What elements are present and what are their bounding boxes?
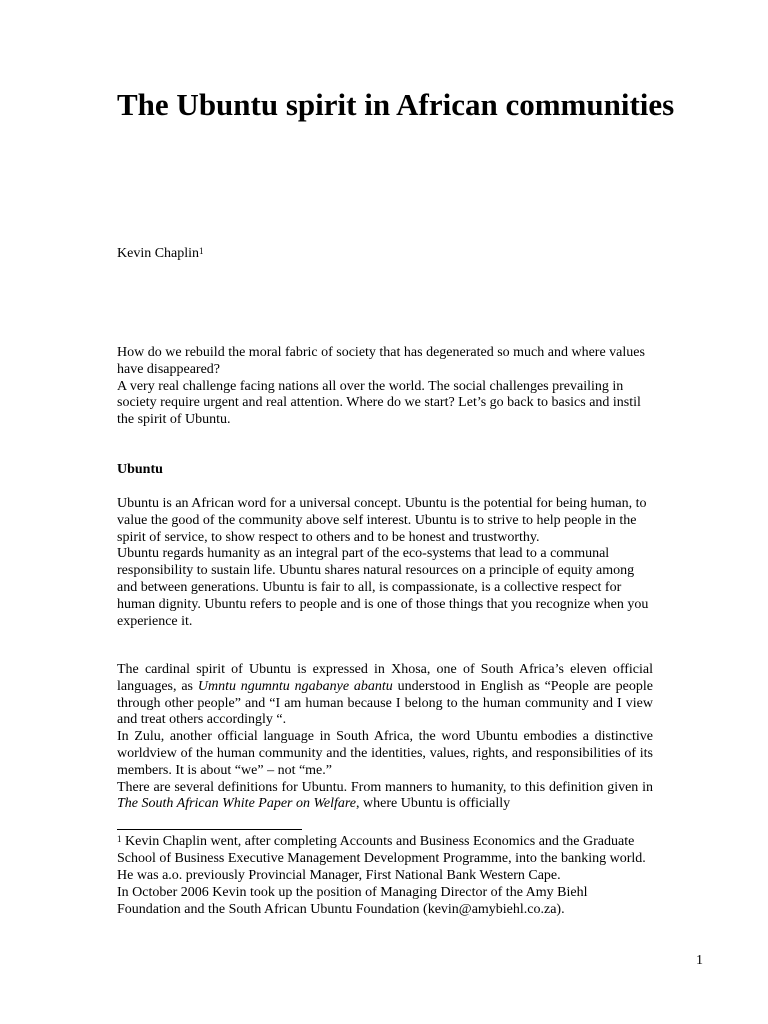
author-footnote-ref: 1 [199,246,204,256]
paragraph-xhosa [117,662,653,729]
xhosa-phrase: Umntu ngumntu ngabanye abantu [197,678,393,694]
intro-paragraph: A very real challenge facing nations all over the world. The social challenges prevailing in society require urgent and real attention. Where do we start? Let’s go back to basics and instil the spirit of Ubuntu. [117,378,641,428]
xhosa-text-after: understood in English as “People are people through other people” and “I am human because I belong to the human community and I view and treat others accordingly “. [117,678,653,728]
white-paper-title: The South African White Paper on Welfare [117,796,357,812]
footnote-text: Kevin Chaplin went, after completing Accounts and Business Economics and the Graduate School of Business Executive Management Development Programme, into the banking world. He was a.o. previously Provincial Manager, First National Bank Western Cape. [117,834,646,883]
author-name: Kevin Chaplin [117,246,200,261]
section-heading: Ubuntu [117,462,163,477]
intro-section [117,345,653,429]
footnote-divider [117,829,302,830]
footnote-paragraph [117,833,653,884]
page-number: 1 [696,953,703,968]
author-line [117,244,204,264]
page-title: The Ubuntu spirit in African communities [117,87,675,122]
footnote-section [117,833,653,918]
paragraph-definitions [117,780,653,814]
paragraph-ubuntu-concept: Ubuntu is an African word for a universal concept. Ubuntu is the potential for being human, to value the good of the community above self interest. Ubuntu is to strive to help people in the spirit of service, to show respect to others and to be honest and trustworthy. [117,496,647,545]
xhosa-text-before: The cardinal spirit of Ubuntu is expressed in Xhosa, one of South Africa’s eleven official languages, as [117,662,653,694]
intro-question: How do we rebuild the moral fabric of society that has degenerated so much and where values have disappeared? [117,345,645,377]
footnote-paragraph-2: In October 2006 Kevin took up the position of Managing Director of the Amy Biehl Foundation and the South African Ubuntu Foundation (kevin@amybiehl.co.za). [117,885,588,917]
paragraph-zulu: In Zulu, another official language in South Africa, the word Ubuntu embodies a distinctive worldview of the human community and the identities, values, rights, and responsibilities of its members. It is about “we” – not “me.” [117,729,653,778]
ubuntu-definitions-body [117,662,653,813]
paragraph-ubuntu-humanity: Ubuntu regards humanity as an integral part of the eco-systems that lead to a communal responsibility to sustain life. Ubuntu shares natural resources on a principle of equity among and between generations. Ubuntu is fair to all, is compassionate, is a collective respect for human dignity. Ubuntu refers to people and is one of those things that you recognize when you experience it. [117,546,649,629]
footnote-marker: 1 [117,834,122,844]
definitions-text-before: There are several definitions for Ubuntu. From manners to humanity, to this definition given in [117,779,653,795]
definitions-text-after: , where Ubuntu is officially [356,796,511,812]
ubuntu-section-body [117,496,653,630]
